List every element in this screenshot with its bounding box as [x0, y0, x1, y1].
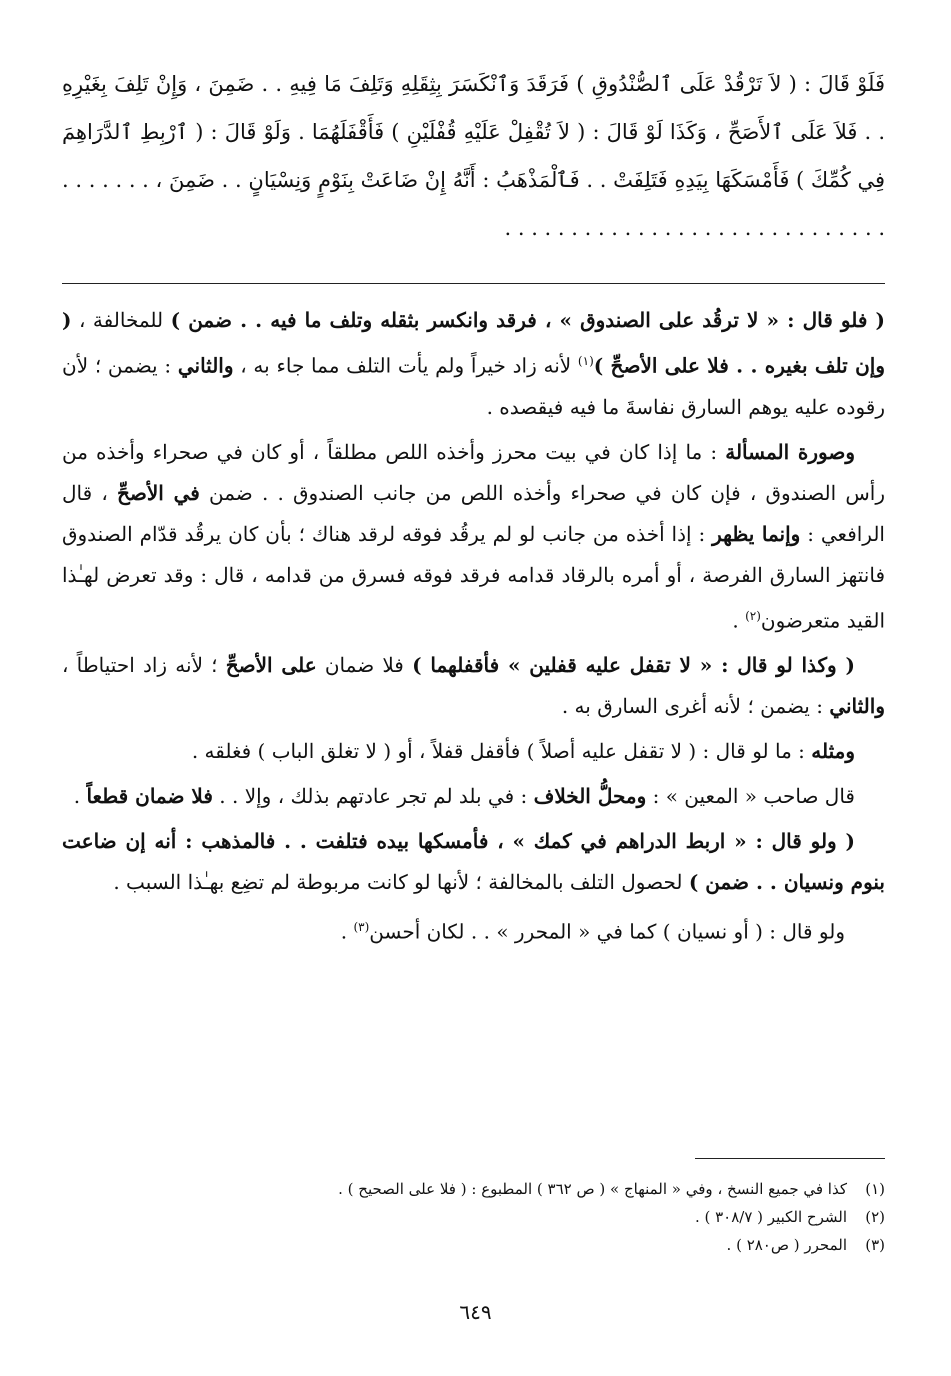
footnote-1	[62, 1175, 885, 1203]
footnotes	[62, 1175, 885, 1259]
sharh-paragraph-7: ولو قال : ( أو نسيان ) كما في « المحرر » . . لكان أحسن$^{(٣)}$ .	[340, 919, 845, 944]
footnote-separator-line	[695, 1158, 885, 1159]
sharh-paragraph-4: ومثله : ما لو قال : ( لا تقفل عليه أصلاً ) فأقفل قفلاً ، أو ( لا تغلق الباب ) فغلقه .	[191, 739, 855, 764]
matn-text	[62, 60, 885, 252]
footnote-text: المحرر ( ص٢٨٠ ) .	[726, 1236, 847, 1254]
page-number: ٦٤٩	[459, 1300, 492, 1324]
footnote-text: كذا في جميع النسخ ، وفي « المنهاج » ( ص ٣٦٢ ) المطبوع : ( فلا على الصحيح ) .	[338, 1180, 847, 1198]
footnote-number: (١)	[865, 1180, 885, 1198]
sharh-paragraph-5: قال صاحب « المعين » : ومحلُّ الخلاف : في بلد لم تجر عادتهم بذلك ، وإلا . . فلا ضمان قطعاً .	[73, 784, 855, 809]
footnote-3	[62, 1231, 885, 1259]
sharh-text	[62, 300, 885, 957]
footnote-ref-1[interactable]: (١)	[577, 354, 594, 368]
footnote-ref-3[interactable]: (٣)	[353, 920, 370, 935]
footnote-number: (٢)	[865, 1208, 885, 1226]
sharh-paragraph-2: وصورة المسألة : ما إذا كان في بيت محرز وأخذه اللص مطلقاً ، أو كان في صحراء وأخذه من رأس الصندوق ، فإن كان في صحراء وأخذه اللص من جانب الصندوق . . ضمن في الأصحِّ ، قال الرافعي : وإنما يظهر : إذا أخذه من جانب لو لم يرقُد فوقه لرقد هناك ؛ بأن كان يرقُد قدّام الصندوق فانتهز السارق الفرصة ، أو أمره بالرقاد قدامه فرقد فوقه فسرق من قدامه ، قال : وقد تعرض لهـٰذا القيد متعرضون$^{(٢)}$ .	[62, 439, 885, 633]
sharh-paragraph-6: ( ولو قال : « اربط الدراهم في كمك » ، فأمسكها بيده فتلفت . . فالمذهب : أنه إن ضاعت بنوم ونسيان . . ضمن ) لحصول التلف بالمخالفة ؛ لأنها لو كانت مربوطة لم تضِع بهـٰذا السبب .	[62, 829, 885, 895]
sharh-paragraph-3: ( وكذا لو قال : « لا تقفل عليه قفلين » فأقفلهما ) فلا ضمان على الأصحِّ ؛ لأنه زاد احتياطاً ، والثاني : يضمن ؛ لأنه أغرى السارق به .	[62, 653, 885, 719]
sharh-paragraph-1: ( فلو قال : « لا ترقُد على الصندوق » ، فرقد وانكسر بثقله وتلف ما فيه . . ضمن ) للمخالفة ، ( وإن تلف بغيره . . فلا على الأصحِّ )$^{(١)}$ لأنه زاد خيراً ولم يأت التلف مما جاء به ، والثاني : يضمن ؛ لأن رقوده عليه يوهم السارق نفاسةَ ما فيه فيقصده .	[62, 308, 885, 419]
matn-separator-line	[62, 283, 885, 284]
footnote-text: الشرح الكبير ( ٣٠٨/٧ ) .	[694, 1208, 847, 1226]
matn-paragraph: فَلَوْ قَالَ : ( لاَ تَرْقُدْ عَلَى ٱلصُّنْدُوقِ ) فَرَقَدَ وَٱنْكَسَرَ بِثِقَلِهِ وَتَلِفَ مَا فِيهِ . . ضَمِنَ ، وَإِنْ تَلِفَ بِغَيْرِهِ . . فَلاَ عَلَى ٱلأَصَحِّ ، وَكَذَا لَوْ قَالَ : ( لاَ تُقْفِلْ عَلَيْهِ قُفْلَيْنِ ) فَأَقْفَلَهُمَا . وَلَوْ قَالَ : ( ٱرْبِطِ ٱلدَّرَاهِمَ فِي كُمِّكَ ) فَأَمْسَكَهَا بِيَدِهِ فَتَلِفَتْ . . فَٱلْمَذْهَبُ : أَنَّهُ إِنْ ضَاعَتْ بِنَوْمٍ وَنِسْيَانٍ . . ضَمِنَ ، . . . . . . . . . . . . . . . . . . . . . . . . . . . . . . . . . . . .	[62, 72, 885, 240]
footnote-2	[62, 1203, 885, 1231]
footnote-ref-2[interactable]: (٢)	[745, 608, 761, 623]
footnote-number: (٣)	[865, 1236, 885, 1254]
